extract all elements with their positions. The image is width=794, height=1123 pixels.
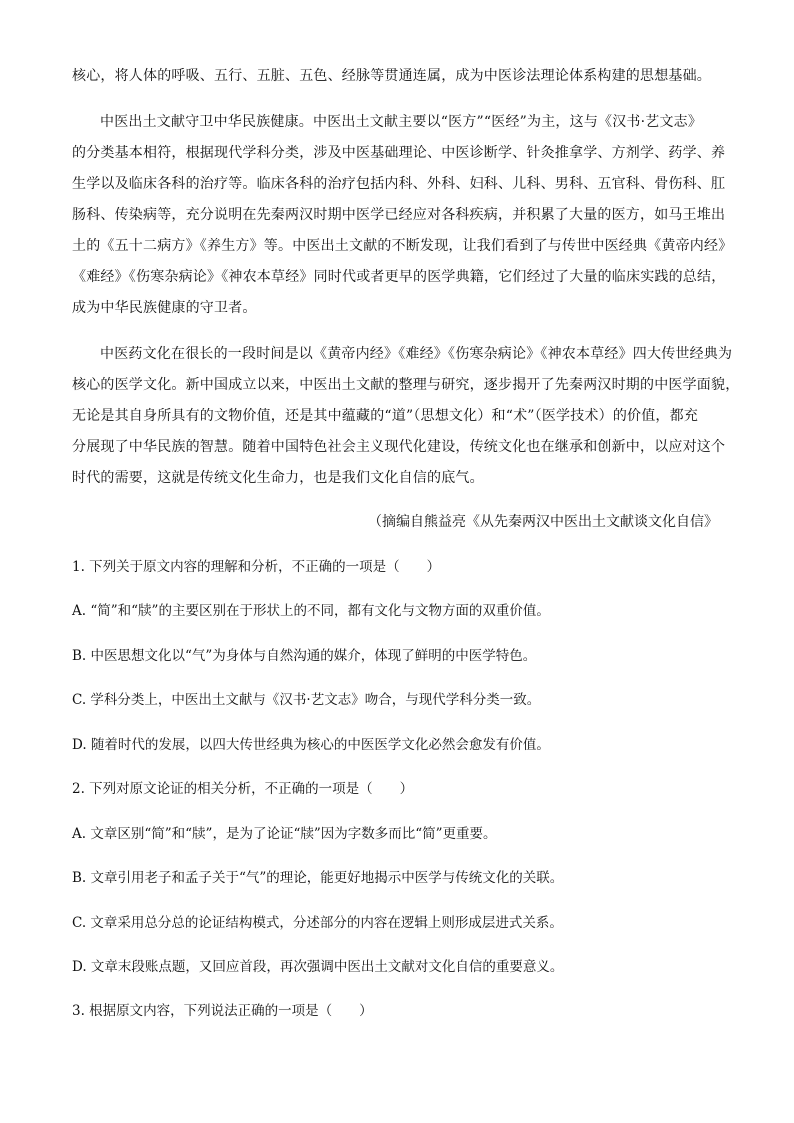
option-d: D. 随着时代的发展，以四大传世经典为核心的中医医学文化必然会愈发有价值。 — [72, 737, 550, 753]
question-stem: 2. 下列对原文论证的相关分析，不正确的一项是（ ） — [72, 781, 414, 797]
question-stem: 1. 下列关于原文内容的理解和分析，不正确的一项是（ ） — [72, 559, 441, 575]
paragraph-line: 生学以及临床各科的治疗等。临床各科的治疗包括内科、外科、妇科、儿科、男科、五官科、骨伤科、肛 — [72, 176, 726, 192]
paragraph-line: 中医药文化在很长的一段时间是以《黄帝内经》《难经》《伤寒杂病论》《神农本草经》四大传世经典为 — [100, 346, 733, 362]
paragraph-line: 无论是其自身所具有的文物价值，还是其中蕴藏的“道”（思想文化）和“术”（医学技术）的价值，都充 — [72, 408, 699, 424]
paragraph-line: 的分类基本相符，根据现代学科分类，涉及中医基础理论、中医诊断学、针灸推拿学、方剂学、药学、养 — [72, 145, 726, 161]
paragraph-line: 成为中华民族健康的守卫者。 — [72, 300, 257, 316]
question-stem: 3. 根据原文内容，下列说法正确的一项是（ ） — [72, 1003, 373, 1019]
option-c: C. 学科分类上，中医出土文献与《汉书·艺文志》吻合，与现代学科分类一致。 — [72, 692, 541, 708]
paragraph-line: 中医出土文献守卫中华民族健康。中医出土文献主要以“医方”“医经”为主，这与《汉书·艺文志》 — [100, 114, 703, 130]
paragraph-line: 分展现了中华民族的智慧。随着中国特色社会主义现代化建设，传统文化也在继承和创新中，以应对这个 — [72, 439, 726, 455]
paragraph-line: 核心，将人体的呼吸、五行、五脏、五色、经脉等贯通连属，成为中医诊法理论体系构建的思想基础。 — [72, 68, 711, 84]
option-b: B. 文章引用老子和孟子关于“气”的理论，能更好地揭示中医学与传统文化的关联。 — [72, 870, 564, 886]
paragraph-line: 核心的医学文化。新中国成立以来，中医出土文献的整理与研究，逐步揭开了先秦两汉时期的中医学面貌， — [72, 377, 740, 393]
paragraph-line: 时代的需要，这就是传统文化生命力，也是我们文化自信的底气。 — [72, 470, 484, 486]
paragraph-line: 《难经》《伤寒杂病论》《神农本草经》同时代或者更早的医学典籍，它们经过了大量的临床实践的总结， — [72, 269, 726, 285]
option-d: D. 文章末段账点题，又回应首段，再次强调中医出土文献对文化自信的重要意义。 — [72, 959, 564, 975]
option-a: A. 文章区别“简”和“牍”，是为了论证“牍”因为字数多而比“简”更重要。 — [72, 826, 497, 842]
option-a: A. “简”和“牍”的主要区别在于形状上的不同，都有文化与文物方面的双重价值。 — [72, 603, 550, 619]
source-citation: （摘编自熊益亮《从先秦两汉中医出土文献谈文化自信》 — [368, 514, 718, 530]
option-b: B. 中医思想文化以“气”为身体与自然沟通的媒介，体现了鲜明的中医学特色。 — [72, 648, 537, 664]
paragraph-line: 土的《五十二病方》《养生方》等。中医出土文献的不断发现，让我们看到了与传世中医经典《黄帝内经》 — [72, 238, 733, 254]
option-c: C. 文章采用总分总的论证结构模式，分述部分的内容在逻辑上则形成层进式关系。 — [72, 915, 563, 931]
paragraph-line: 肠科、传染病等，充分说明在先秦两汉时期中医学已经应对各科疾病，并积累了大量的医方，如马王堆出 — [72, 207, 726, 223]
